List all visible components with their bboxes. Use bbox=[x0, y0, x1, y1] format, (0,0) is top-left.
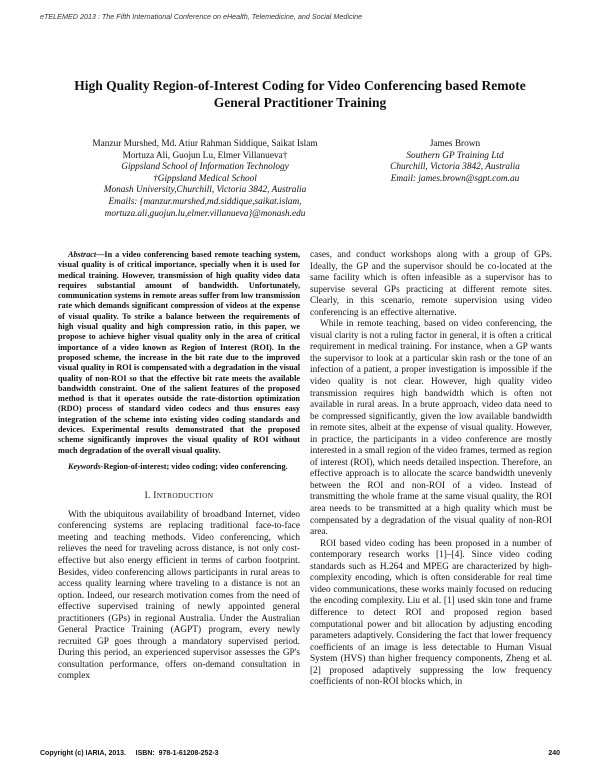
abstract-text: —In a video conferencing based remote teaching system, visual quality is of critical importance, specially when it is used for medical training. However, transmission of high quality video data requires substantial amount of bandwidth. Unfortunately, communication systems in remote areas suffer from low transmission rate which demands significant compression of videos at the expense of visual quality. To strike a balance between the requirements of high visual quality and high compression ratio, in this paper, we propose to achieve higher visual quality only in the area of critical importance of a video known as Region of Interest (ROI). In the proposed scheme, the increase in the bit rate due to the improved visual quality in ROI is compensated with a degradation in the visual quality of non-ROI so that the effective bit rate meets the available bandwidth constraint. One of the salient features of the proposed method is that it operates outside the rate-distortion optimization (RDO) process of standard video codecs and thus ensures easy integration of the scheme into existing video coding standards and devices. Experimental results demonstrated that the proposed scheme significantly improves the visual quality of ROI without much degradation of the overall visual quality. bbox=[58, 250, 300, 455]
affiliation-1: Gippsland School of Information Technology bbox=[121, 162, 289, 173]
paper-title bbox=[40, 77, 560, 111]
authors-right-block bbox=[355, 139, 555, 185]
footer-copyright: Copyright (c) IARIA, 2013. ISBN: 978-1-61208-252-3 bbox=[40, 750, 219, 757]
paragraph-right-2: While in remote teaching, based on video conferencing, the visual clarity is not a ruling factor in general, it is often a critical requirement in medical training. For instance, when a GP wants the supervisor to look at a particular skin rash or the tone of an infection of a patient, a proper investigation is impossible if the video quality is not clear. However, high quality video transmission requires high bandwidth which is often not available in rural areas. In a brute approach, video data need to be compressed significantly, given the low available bandwidth in remote sites, albeit at the expense of visual quality. However, in practice, the participants in a video conference are mostly interested in a small region of the video frames, termed as region of interest (ROI), which needs detailed inspection. Therefore, an effective approach is to allocate the scarce bandwidth unevenly between the ROI and non-ROI of a video. Instead of transmitting the whole frame at the same visual quality, the ROI area needs to be transmitted at a high quality which must be compensated by a degradation of the visual quality of non-ROI area. bbox=[310, 319, 552, 538]
affiliation-right-1: Southern GP Training Ltd bbox=[406, 150, 504, 161]
paragraph-left-1: With the ubiquitous availability of broadband Internet, video conferencing systems are replacing traditional face-to-face meeting and teaching methods. Video conferencing, which relieves the need for traveling across distance, is not only cost-effective but also energy efficient in terms of carbon footprint. Besides, video conferencing allows participants in rural areas to access quality learning where traveling to a distance is not an option. Indeed, our research motivation comes from the need of effective supervised training of newly appointed general practitioners (GPs) in regional Australia. Under the Australian General Practice Training (AGPT) program, every newly recruited GP goes through a mandatory supervised period. During this period, an experienced supervisor assesses the GP's consultation performance, offers on-demand consultation in complex bbox=[58, 509, 300, 682]
abstract-label: Abstract bbox=[68, 250, 97, 259]
keywords-text: -Region-of-interest; video coding; video conferencing. bbox=[100, 461, 288, 471]
page-number: 240 bbox=[548, 750, 560, 757]
author-name-right: James Brown bbox=[429, 139, 481, 149]
author-names-2: Mortuza Ali, Guojun Lu, Elmer Villanueva† bbox=[122, 150, 288, 161]
abstract bbox=[58, 250, 300, 456]
keywords bbox=[58, 462, 300, 472]
author-emails-1: Emails: {manzur.murshed,md.siddique,saikat.islam, bbox=[108, 196, 302, 207]
right-column bbox=[310, 250, 552, 689]
conference-header: eTELEMED 2013 : The Fifth International Conference on eHealth, Telemedicine, and Social Medicine bbox=[40, 12, 363, 21]
section-heading-introduction bbox=[58, 490, 300, 503]
section-title-rest: NTRODUCTION bbox=[156, 491, 214, 501]
affiliation-3: Monash University,Churchill, Victoria 3842, Australia bbox=[103, 185, 307, 196]
paragraph-right-1: cases, and conduct workshops along with a group of GPs. Ideally, the GP and the supervisor should be co-located at the same facility which is often infeasible as a supervisor has to supervise several GPs practicing at different remote sites. Clearly, in this scenario, remote supervision using video conferencing is an effective alternative. bbox=[310, 250, 552, 318]
author-emails-2: mortuza.ali,guojun.lu,elmer.villanueva}@monash.edu bbox=[104, 208, 306, 219]
affiliation-right-2: Churchill, Victoria 3842, Australia bbox=[390, 162, 520, 173]
affiliation-2: †Gippsland Medical School bbox=[153, 173, 257, 184]
section-title-first: I bbox=[153, 491, 157, 502]
title-line-2: General Practitioner Training bbox=[213, 95, 387, 110]
author-names-1: Manzur Murshed, Md. Atiur Rahman Siddique, Saikat Islam bbox=[92, 139, 318, 149]
keywords-label: Keywords bbox=[68, 461, 101, 471]
title-line-1: High Quality Region-of-Interest Coding for Video Conferencing based Remote bbox=[74, 78, 526, 93]
paragraph-right-3: ROI based video coding has been proposed in a number of contemporary research works [1]–[4]. Since video coding standards such as H.264 and MPEG are characterized by high-complexity encoding, which is often considerable for real time video communications, these works mainly focused on reducing the encoding complexity. Liu et al. [1] used skin tone and frame difference to detect ROI and proposed region based computational power and bit allocation by adjusting encoding parameters adaptively. Considering the fact that lower frequency coefficients of an image is less detectable to Human Visual System (HVS) than higher frequency components, Zheng et al. [2] proposed adaptively suppressing the low frequency coefficients of non-ROI blocks which, in bbox=[310, 538, 552, 688]
left-column bbox=[58, 250, 300, 683]
authors-left-block bbox=[60, 139, 350, 220]
author-email-right: Email: james.brown@sgpt.com.au bbox=[390, 173, 520, 184]
section-number: I. bbox=[144, 491, 151, 502]
